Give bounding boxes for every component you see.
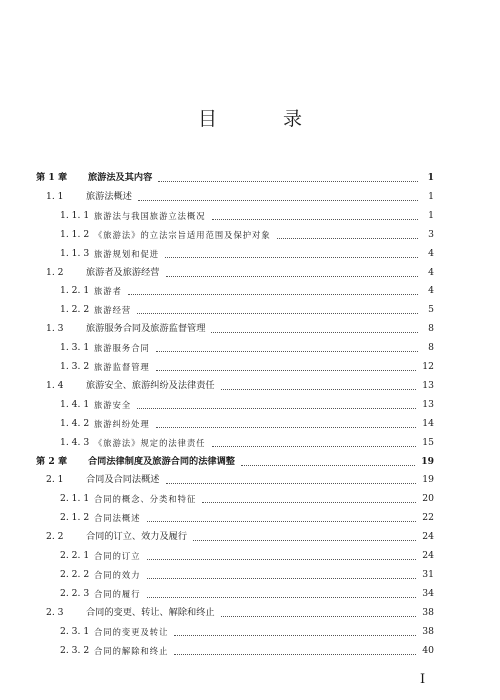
dot-leader	[137, 313, 418, 314]
toc-entry-number: 1. 2. 1	[60, 285, 90, 297]
toc-entry-section	[46, 185, 434, 203]
toc-entry-chapter	[36, 166, 434, 184]
toc-entry-number: 1. 1	[46, 190, 64, 202]
toc-entry-number: 1. 4. 1	[60, 398, 90, 410]
toc-entry-section	[46, 601, 434, 619]
toc-entry-sub	[60, 298, 434, 316]
toc-entry-label: 合同的履行	[94, 588, 141, 599]
toc-entry-sub	[60, 336, 434, 354]
toc-entry-sub	[60, 279, 434, 297]
dot-leader	[137, 408, 416, 409]
toc-entry-label: 旅游者及旅游经营	[86, 266, 160, 278]
dot-leader	[211, 332, 418, 333]
toc-entry-label: 合同的变更、转让、解除和终止	[86, 606, 215, 618]
toc-entry-label: 合同法律制度及旅游合同的法律调整	[88, 455, 235, 467]
dot-leader	[138, 200, 418, 201]
toc-entry-section	[46, 317, 434, 335]
toc-entry-page: 4	[428, 285, 434, 297]
toc-entry-page: 40	[422, 644, 434, 656]
toc-entry-section	[46, 525, 434, 543]
dot-leader	[174, 635, 416, 636]
toc-entry-page: 34	[422, 587, 434, 599]
toc-entry-sub	[60, 639, 434, 657]
toc-entry-label: 《旅游法》规定的法律责任	[94, 437, 206, 448]
toc-entry-page: 1	[428, 209, 434, 221]
toc-entry-label: 旅游服务合同及旅游监督管理	[86, 323, 206, 335]
toc-entry-sub	[60, 620, 434, 638]
page-number: I	[420, 672, 426, 687]
toc-entry-sub	[60, 506, 434, 524]
toc-entry-label: 合同的订立、效力及履行	[86, 531, 188, 543]
dot-leader	[147, 559, 417, 560]
toc-entry-number: 1. 1. 2	[60, 228, 90, 240]
dot-leader	[166, 276, 419, 277]
dot-leader	[156, 351, 418, 352]
dot-leader	[212, 219, 418, 220]
toc-entry-number: 2. 2. 3	[60, 587, 90, 599]
toc-entry-page: 14	[422, 417, 434, 429]
toc-entry-page: 20	[422, 493, 434, 505]
toc-entry-number: 1. 3. 2	[60, 361, 90, 372]
dot-leader	[158, 181, 418, 182]
toc-entry-number: 1. 4. 2	[60, 417, 90, 429]
toc-entry-sub	[60, 487, 434, 505]
toc-entry-page: 4	[428, 247, 434, 259]
toc-entry-number: 1. 1. 1	[60, 209, 90, 221]
toc-entry-page: 5	[428, 304, 434, 316]
toc-entry-page: 38	[422, 625, 434, 637]
dot-leader	[221, 389, 417, 390]
toc-entry-sub	[60, 204, 434, 222]
toc-entry-page: 22	[422, 512, 434, 524]
toc-entry-page: 12	[422, 361, 434, 372]
toc-entry-number: 2. 3. 2	[60, 644, 90, 656]
toc-entry-sub	[60, 431, 434, 449]
toc-entry-number: 2. 3. 1	[60, 625, 90, 637]
toc-entry-label: 旅游者	[94, 286, 122, 297]
toc-entry-label: 合同的变更及转让	[94, 626, 169, 637]
toc-entry-sub	[60, 355, 434, 373]
toc-entry-label: 《旅游法》的立法宗旨适用范围及保护对象	[94, 229, 271, 240]
toc-entry-number: 2. 1. 1	[60, 493, 90, 505]
dot-leader	[156, 427, 417, 428]
toc-entry-section	[46, 374, 434, 392]
toc-entry-page: 19	[421, 455, 434, 467]
dot-leader	[202, 502, 416, 503]
toc-entry-page: 1	[427, 172, 434, 183]
toc-entry-number: 1. 3	[46, 323, 64, 335]
toc-entry-sub	[60, 223, 434, 241]
toc-entry-sub	[60, 563, 434, 581]
dot-leader	[147, 521, 417, 522]
dot-leader	[165, 257, 418, 258]
toc-entry-label: 旅游监督管理	[94, 362, 150, 372]
toc-entry-page: 24	[422, 550, 434, 561]
dot-leader	[193, 540, 416, 541]
toc-entry-label: 旅游安全、旅游纠纷及法律责任	[86, 379, 215, 391]
toc-entry-page: 13	[422, 379, 434, 391]
toc-entry-page: 4	[428, 266, 434, 278]
toc-entry-sub	[60, 393, 434, 411]
toc-entry-page: 19	[422, 474, 434, 486]
toc-entry-page: 1	[428, 190, 434, 202]
toc-entry-page: 38	[422, 606, 434, 618]
toc-entry-sub	[60, 242, 434, 260]
toc-entry-page: 15	[422, 436, 434, 448]
toc-entry-number: 2. 1. 2	[60, 512, 90, 524]
toc-entry-label: 合同的概念、分类和特征	[94, 494, 197, 505]
toc-entry-number: 1. 4	[46, 379, 64, 391]
toc-entry-label: 合同及合同法概述	[86, 474, 160, 486]
dot-leader	[147, 578, 417, 579]
toc-entry-page: 31	[422, 568, 434, 580]
toc-entry-number: 1. 1. 3	[60, 247, 90, 259]
toc-entry-label: 合同的效力	[94, 569, 141, 580]
dot-leader	[277, 238, 418, 239]
toc-entry-number: 第 2 章	[36, 455, 68, 467]
dot-leader	[212, 446, 417, 447]
toc-entry-label: 旅游法及其内容	[88, 172, 153, 183]
toc-entry-number: 2. 2	[46, 531, 64, 543]
dot-leader	[174, 654, 416, 655]
toc-entry-label: 旅游规划和促进	[94, 248, 160, 259]
toc-entry-number: 2. 2. 1	[60, 550, 90, 561]
toc-entry-label: 旅游经营	[94, 305, 132, 316]
toc-entry-number: 1. 2. 2	[60, 304, 90, 316]
dot-leader	[147, 597, 417, 598]
toc-entry-label: 旅游纠纷处理	[94, 418, 150, 429]
page-title: 目 录	[197, 108, 333, 130]
toc-entry-label: 合同法概述	[94, 513, 141, 524]
toc-entry-page: 8	[428, 323, 434, 335]
dot-leader	[128, 294, 418, 295]
toc-entry-number: 1. 3. 1	[60, 342, 90, 354]
toc-entry-number: 1. 4. 3	[60, 436, 90, 448]
toc-entry-sub	[60, 544, 434, 562]
toc-entry-label: 合同的订立	[94, 551, 141, 561]
toc-entry-page: 8	[428, 342, 434, 354]
dot-leader	[221, 616, 417, 617]
dot-leader	[166, 483, 417, 484]
toc-entry-number: 2. 3	[46, 606, 64, 618]
toc-entry-sub	[60, 582, 434, 600]
dot-leader	[156, 370, 417, 371]
toc-entry-sub	[60, 412, 434, 430]
toc-entry-label: 旅游安全	[94, 399, 132, 410]
toc-entry-number: 2. 2. 2	[60, 568, 90, 580]
toc-entry-label: 旅游服务合同	[94, 343, 150, 354]
toc-entry-number: 第 1 章	[36, 172, 68, 183]
toc-entry-page: 24	[422, 531, 434, 543]
toc-entry-page: 13	[422, 398, 434, 410]
toc-entry-label: 合同的解除和终止	[94, 645, 169, 656]
toc-entry-number: 1. 2	[46, 266, 64, 278]
toc-entry-section	[46, 468, 434, 486]
toc-entry-page: 3	[428, 228, 434, 240]
toc-entry-label: 旅游法与我国旅游立法概况	[94, 210, 206, 221]
toc-entry-chapter	[36, 450, 434, 468]
toc-entry-section	[46, 261, 434, 279]
toc-entry-number: 2. 1	[46, 474, 64, 486]
dot-leader	[241, 465, 415, 466]
toc-entry-label: 旅游法概述	[86, 190, 132, 202]
